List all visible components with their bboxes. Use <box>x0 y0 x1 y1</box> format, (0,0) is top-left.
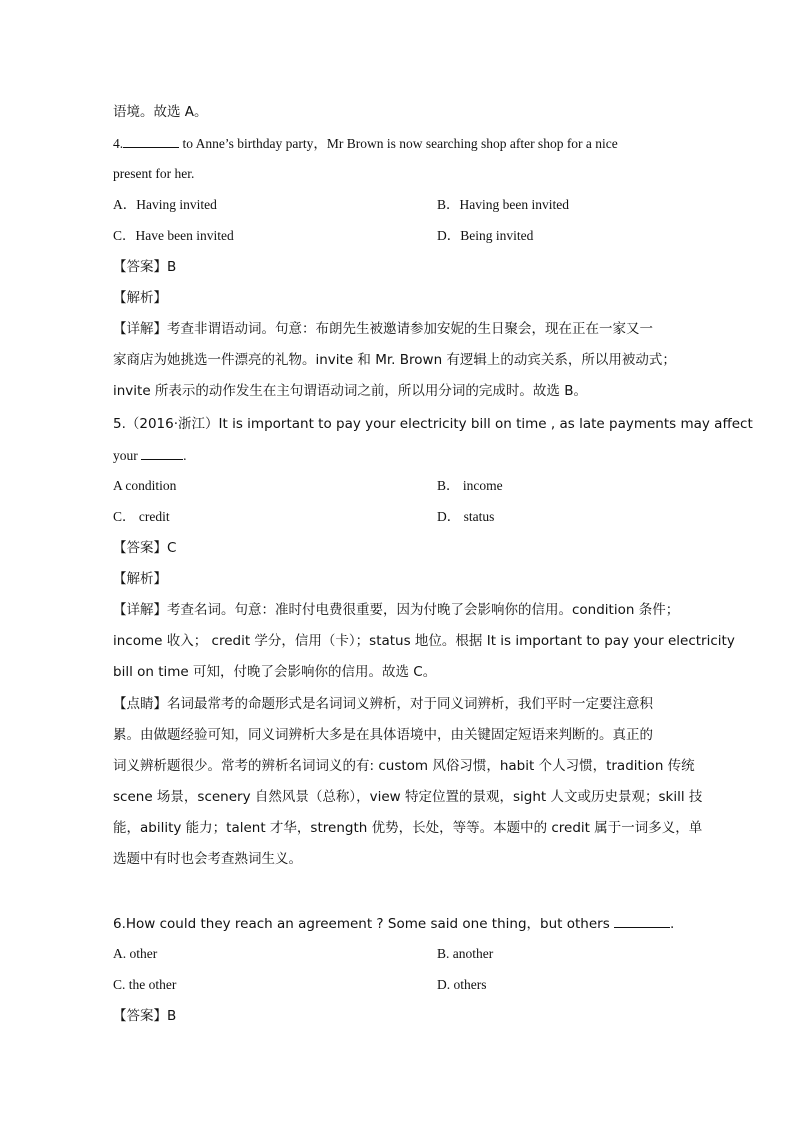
q6-blank <box>614 913 670 928</box>
q6-stem-period: . <box>670 916 675 932</box>
q5-tip-line3: 词义辨析题很少。常考的辨析名词词义的有: custom 风俗习惯，habit 个人习惯，tradition 传统 <box>113 758 695 774</box>
q4-detail-line3: invite 所表示的动作发生在主句谓语动词之前，所以用分词的完成时。故选 B。 <box>113 383 587 399</box>
q5-analysis-label: 【解析】 <box>113 571 167 587</box>
q4-stem-line1 <box>113 133 618 154</box>
q5-tip-line2: 累。由做题经验可知，同义词辨析大多是在具体语境中，由关键固定短语来判断的。真正的 <box>113 727 653 743</box>
q6-answer: 【答案】B <box>113 1008 177 1024</box>
q6-option-a: A. other <box>113 946 158 961</box>
q6-stem <box>113 913 674 934</box>
q5-answer: 【答案】C <box>113 540 177 556</box>
q6-stem-text: 6.How could they reach an agreement ? Some said one thing，but others <box>113 916 615 932</box>
q4-analysis-label: 【解析】 <box>113 290 167 306</box>
q4-detail-line2: 家商店为她挑选一件漂亮的礼物。invite 和 Mr. Brown 有逻辑上的动宾关系，所以用被动式； <box>113 352 676 368</box>
q4-blank <box>123 133 179 148</box>
q4-stem-text: to Anne’s birthday party，Mr Brown is now searching shop after shop for a nice <box>179 136 618 151</box>
q5-stem-line2 <box>113 445 187 466</box>
q5-stem-your: your <box>113 448 142 463</box>
q4-option-b: B．Having been invited <box>437 197 569 212</box>
q5-stem-period: . <box>183 448 187 463</box>
q5-tip-line1: 【点睛】名词最常考的命题形式是名词词义辨析，对于同义词辨析，我们平时一定要注意积 <box>113 696 653 712</box>
q4-number: 4. <box>113 136 124 151</box>
q6-option-b: B. another <box>437 946 494 961</box>
q4-option-c: C．Have been invited <box>113 228 234 243</box>
q5-option-c: C． credit <box>113 509 170 524</box>
q6-option-d: D. others <box>437 977 487 992</box>
q4-stem-line2: present for her. <box>113 166 195 181</box>
q5-detail-line1: 【详解】考查名词。句意：准时付电费很重要，因为付晚了会影响你的信用。condition 条件； <box>113 602 680 618</box>
q5-option-a: A condition <box>113 478 177 493</box>
continuation-text: 语境。故选 A。 <box>113 104 208 120</box>
q5-tip-line6: 选题中有时也会考查熟词生义。 <box>113 851 302 867</box>
q4-detail-line1: 【详解】考查非谓语动词。句意：布朗先生被邀请参加安妮的生日聚会，现在正在一家又一 <box>113 321 653 337</box>
q4-option-a: A．Having invited <box>113 197 217 212</box>
q5-detail-line3: bill on time 可知，付晚了会影响你的信用。故选 C。 <box>113 664 437 680</box>
q6-option-c: C. the other <box>113 977 177 992</box>
q5-blank <box>141 445 183 460</box>
q5-stem-line1: 5.（2016·浙江）It is important to pay your electricity bill on time , as late payments may affect <box>113 416 753 432</box>
q4-option-d: D．Being invited <box>437 228 534 243</box>
q5-detail-line2: income 收入； credit 学分，信用（卡）；status 地位。根据 It is important to pay your electricity <box>113 633 735 649</box>
q5-option-b: B． income <box>437 478 503 493</box>
q5-tip-line4: scene 场景，scenery 自然风景（总称），view 特定位置的景观，sight 人文或历史景观；skill 技 <box>113 789 703 805</box>
q5-tip-line5: 能，ability 能力；talent 才华，strength 优势，长处，等等。本题中的 credit 属于一词多义，单 <box>113 820 703 836</box>
q4-answer: 【答案】B <box>113 259 177 275</box>
q5-option-d: D． status <box>437 509 495 524</box>
